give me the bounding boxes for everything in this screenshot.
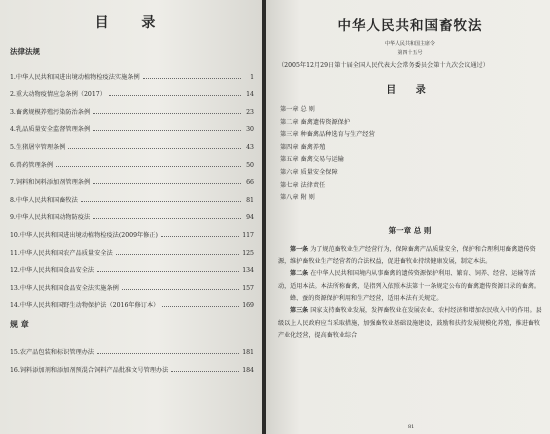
toc-leader-dots (97, 271, 239, 272)
toc-leader-dots (162, 306, 239, 307)
toc-item (10, 186, 254, 204)
toc-item (10, 133, 254, 151)
toc-list-rules (10, 338, 254, 373)
toc-item (10, 116, 254, 134)
toc-item-label: 9.中华人民共和国动物防疫法 (10, 214, 91, 222)
toc-item-page: 50 (246, 161, 254, 169)
toc-leader-dots (56, 166, 241, 167)
toc-leader-dots (68, 148, 241, 149)
toc-item-page: 157 (242, 284, 254, 292)
toc-item-page: 43 (246, 143, 254, 151)
toc-leader-dots (81, 201, 241, 202)
left-page (0, 0, 262, 434)
article-1-text: 为了规范畜牧业生产经营行为，保障畜禽产品质量安全，保护和合理利用畜禽遗传资源，维护畜牧业生产经营者的合法权益，促进畜牧业持续健康发展，制定本法。 (278, 245, 536, 266)
article-1 (278, 244, 542, 269)
chapter-item: 第八章 附 则 (280, 194, 315, 202)
toc-item (10, 151, 254, 169)
toc-item-page: 81 (246, 196, 254, 204)
law-title: 中华人民共和国畜牧法 (337, 18, 483, 34)
toc-item (10, 239, 254, 257)
toc-item-page: 30 (246, 126, 254, 134)
chapter-item: 第七章 法律责任 (280, 181, 326, 189)
page-number: 81 (408, 424, 415, 430)
toc-item (10, 204, 254, 222)
toc-item-label: 13.中华人民共和国食品安全法实施条例 (10, 284, 119, 292)
toc-item-label: 5.生猪屠宰管理条例 (10, 143, 66, 151)
toc-leader-dots (93, 113, 241, 114)
toc-leader-dots (143, 78, 241, 79)
toc-item (10, 356, 254, 374)
toc-item-page: 14 (246, 91, 254, 99)
chapter-item: 第四章 畜禽养殖 (280, 143, 326, 151)
article-2-label: 第二条 (290, 270, 309, 278)
toc-item-label: 12.中华人民共和国食品安全法 (10, 267, 95, 275)
toc-item-page: 184 (242, 366, 254, 374)
article-3-text: 国家支持畜牧业发展，发挥畜牧业在发展农业、农村经济和增加农民收入中的作用。县级以上人民政府应当采取措施，加强畜牧业基础设施建设，鼓励和扶持发展规模化养殖，推进畜牧产业化经营，提高畜牧业综合 (278, 307, 542, 339)
toc-item-page: 134 (242, 267, 254, 275)
toc-item-label: 3.畜禽规模养殖污染防治条例 (10, 108, 91, 116)
toc-item (10, 81, 254, 99)
toc-item-label: 7.饲料和饲料添加剂管理条例 (10, 179, 91, 187)
article-1-label: 第一条 (290, 245, 309, 253)
toc-leader-dots (93, 130, 241, 131)
right-page (266, 0, 550, 434)
toc-item-label: 8.中华人民共和国畜牧法 (10, 196, 78, 204)
toc-item (10, 274, 254, 292)
toc-item-page: 23 (246, 108, 254, 116)
chapter-item: 第三章 种畜禽品种选育与生产经营 (280, 131, 375, 139)
toc-item (10, 257, 254, 275)
article-2 (278, 268, 542, 293)
toc-item (10, 169, 254, 187)
article-3-label: 第三条 (290, 307, 309, 315)
section-heading-rules: 规 章 (10, 320, 29, 330)
toc-leader-dots (93, 218, 241, 219)
toc-leader-dots (161, 236, 239, 237)
toc-leader-dots (93, 183, 241, 184)
decree-line-1: 中华人民共和国主席令 (384, 41, 435, 47)
toc-item-page: 66 (246, 179, 254, 187)
toc-item-page: 181 (242, 348, 254, 356)
decree-line-2: 第四十五号 (397, 50, 423, 56)
toc-item (10, 63, 254, 81)
adoption-note: （2005年12月29日第十届全国人民代表大会常务委员会第十九次会议通过） (278, 62, 489, 69)
toc-item-page: 117 (242, 231, 254, 239)
toc-leader-dots (116, 254, 240, 255)
toc-item-page: 125 (242, 249, 254, 257)
toc-leader-dots (109, 95, 241, 96)
article-3 (278, 305, 542, 342)
toc-item-label: 6.兽药管理条例 (10, 161, 54, 169)
chapter-list (278, 104, 542, 205)
toc-item (10, 338, 254, 356)
chapter-item: 第二章 畜禽遗传资源保护 (280, 118, 351, 126)
toc-leader-dots (97, 353, 239, 354)
toc-item-label: 2.重大动物疫情应急条例（2017） (10, 91, 106, 99)
toc-item-label: 10.中华人民共和国进出境动植物检疫法(2009年修正) (10, 231, 158, 239)
toc-item-label: 16.饲料添加剂和添加剂预混合饲料产品批准文号管理办法 (10, 366, 169, 374)
toc-leader-dots (122, 289, 239, 290)
toc-leader-dots (171, 371, 239, 372)
toc-item-label: 4.乳品质量安全监督管理条例 (10, 126, 91, 134)
section-heading-laws: 法律法规 (10, 47, 40, 56)
toc-item-label: 14.中华人民共和国野生动物保护法（2016年修订本） (10, 302, 160, 310)
toc-item-label: 15.农产品包装和标识管理办法 (10, 348, 95, 356)
toc-item-page: 169 (242, 302, 254, 310)
chapter-heading: 第一章 总 则 (388, 225, 432, 235)
contents-title: 目 录 (386, 85, 434, 96)
toc-list-laws (10, 63, 254, 309)
chapter-item: 第六章 质量安全保障 (280, 168, 338, 176)
toc-item-page: 94 (246, 214, 254, 222)
article-2-text: 在中华人民共和国境内从事畜禽的遗传资源保护利用、繁育、饲养、经营、运输等活动，适用本法。本法所称畜禽，是指列入依照本法第十一条规定公布的畜禽遗传资源目录的畜禽。 (278, 270, 541, 290)
article-2-cont: 蜂、蚕的资源保护利用和生产经营，适用本法有关规定。 (290, 294, 443, 302)
chapter-item: 第一章 总 则 (280, 106, 315, 113)
toc-item (10, 98, 254, 116)
toc-item-label: 1.中华人民共和国进出境动植物检疫法实施条例 (10, 73, 140, 81)
toc-item-page: 1 (250, 73, 254, 81)
chapter-item: 第五章 畜禽交易与运输 (280, 156, 344, 164)
toc-item (10, 292, 254, 310)
toc-title: 目 录 (94, 15, 170, 31)
toc-item-label: 11.中华人民共和国农产品质量安全法 (10, 249, 113, 257)
toc-item (10, 221, 254, 239)
